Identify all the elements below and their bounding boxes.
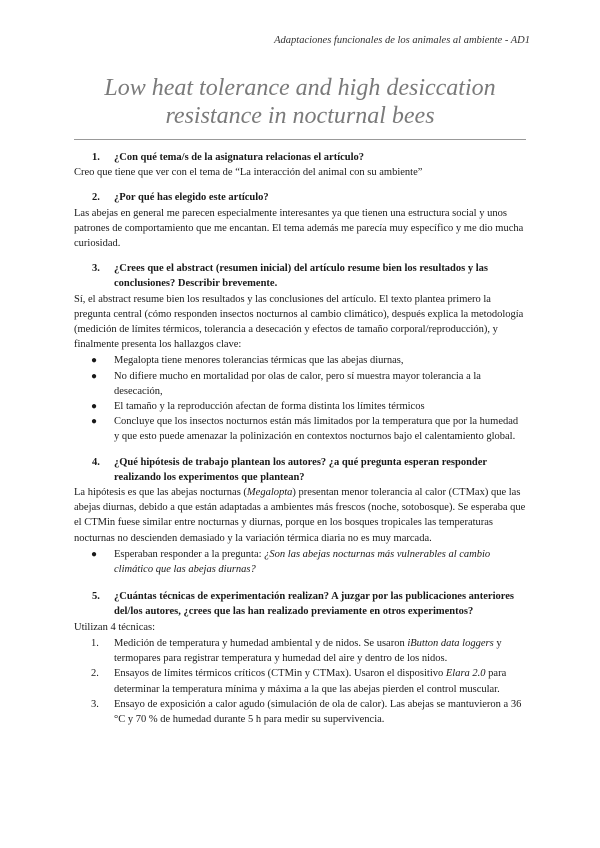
question-2 xyxy=(74,190,526,205)
question-text: ¿Por qué has elegido este artículo? xyxy=(114,192,269,204)
bullet-icon: ● xyxy=(91,355,98,367)
list-item xyxy=(74,697,526,727)
answer-3: Sí, el abstract resume bien los resultados y las conclusiones del artículo. El texto plantea primero la pregunta central (cómo responden insectos nocturnos al cambio climático), después explica la metodología (medición de límites térmicos, tolerancia a desecación y efectos de tamaño corporal/reproducción), y finalmente presenta los hallazgos clave: xyxy=(74,293,524,351)
running-header: Adaptaciones funcionales de los animales al ambiente - AD1 xyxy=(274,35,530,46)
question-text: ¿Crees que el abstract (resumen inicial) del artículo resume bien los resultados y las conclusiones? Describir brevemente. xyxy=(114,263,488,290)
answer-1: Creo que tiene que ver con el tema de “La interacción del animal con su ambiente” xyxy=(74,167,423,179)
answer-text: ) presentan menor tolerancia al calor (CTMax) que las abejas diurnas, debido a que están adaptadas a ambientes más frescos (noche, sotobosque). Se esperaba que el CTMin fuese similar entre nocturnas y diurnas, porque en los bosques tropicales las temperaturas nocturnas no descienden demasiado y la variación térmica diaria no es muy marcada. xyxy=(74,487,526,544)
list-item-text: Megalopta tiene menores tolerancias térmicas que las abejas diurnas, xyxy=(114,355,404,367)
question-3 xyxy=(74,261,526,291)
question-number: 1. xyxy=(92,152,100,163)
findings-list xyxy=(74,353,526,444)
section-4 xyxy=(74,455,526,578)
bullet-icon: ● xyxy=(91,401,98,413)
list-number: 1. xyxy=(91,637,99,649)
list-item xyxy=(74,353,526,368)
bullet-icon: ● xyxy=(91,416,98,428)
question-number: 4. xyxy=(92,456,100,468)
question-text: ¿Qué hipótesis de trabajo plantean los autores? ¿a qué pregunta esperan responder realizando los experimentos que plantean? xyxy=(114,456,487,483)
question-number: 5. xyxy=(92,591,100,603)
question-number: 2. xyxy=(92,192,100,204)
list-item xyxy=(74,369,526,399)
techniques-list xyxy=(74,636,526,727)
species-name: Megalopta xyxy=(246,487,293,499)
question-4 xyxy=(74,455,526,485)
question-number: 3. xyxy=(92,263,100,275)
list-item-text: Ensayo de exposición a calor agudo (simulación de ola de calor). Las abejas se mantuvieron a 36 °C y 70 % de humedad durante 5 h para medir su supervivencia. xyxy=(114,698,522,725)
section-3 xyxy=(74,261,526,444)
list-number: 3. xyxy=(91,698,99,710)
question-text: ¿Con qué tema/s de la asignatura relacionas el artículo? xyxy=(114,152,365,163)
list-item-text: Ensayos de límites térmicos críticos (CTMin y CTMax). Usaron el dispositivo Elara 2.0 para determinar la temperatura mínima y máxima a la que las abejas pierden el control muscular. xyxy=(114,668,507,695)
list-item xyxy=(74,547,526,577)
list-item xyxy=(74,666,526,696)
list-item-text: Esperaban responder a la pregunta: ¿Son las abejas nocturnas más vulnerables al cambio climático que las abejas diurnas? xyxy=(114,548,491,576)
document-title: Low heat tolerance and high desiccation resistance in nocturnal bees xyxy=(104,75,496,129)
section-5 xyxy=(74,589,526,727)
research-question-list xyxy=(74,547,526,577)
bullet-icon: ● xyxy=(91,548,98,560)
answer-2: Las abejas en general me parecen especialmente interesantes ya que tienen una estructura social y unos patrones de comportamiento que me encantan. El tema además me parecía muy específico y me dio mucha curiosidad. xyxy=(74,207,524,250)
list-item xyxy=(74,399,526,414)
question-1 xyxy=(74,150,526,165)
section-1 xyxy=(74,150,526,180)
list-item-text: El tamaño y la reproducción afectan de forma distinta los límites térmicos xyxy=(114,401,425,413)
title-divider xyxy=(74,139,526,140)
list-number: 2. xyxy=(91,668,99,680)
list-item-text: Medición de temperatura y humedad ambiental y de nidos. Se usaron iButton data loggers y termopares para registrar temperatura y humedad del aire y dentro de los nidos. xyxy=(114,637,502,665)
answer-4 xyxy=(74,485,526,546)
answer-5: Utilizan 4 técnicas: xyxy=(74,621,156,633)
list-item xyxy=(74,636,526,666)
section-2 xyxy=(74,190,526,251)
list-item-text: No difiere mucho en mortalidad por olas de calor, pero sí muestra mayor tolerancia a la desecación, xyxy=(114,370,481,397)
document-body xyxy=(74,150,526,727)
answer-text: La hipótesis es que las abejas nocturnas ( xyxy=(74,487,247,499)
list-item xyxy=(74,414,526,444)
bullet-icon: ● xyxy=(91,370,98,382)
question-5 xyxy=(74,589,526,619)
question-text: ¿Cuántas técnicas de experimentación realizan? A juzgar por las publicaciones anteriores del/los autores, ¿crees que las han realizado previamente en otros experimentos? xyxy=(114,591,514,618)
list-item-text: Concluye que los insectos nocturnos están más limitados por la temperatura que por la humedad y que esto puede amenazar la polinización en contextos nocturnos bajo el calentamiento global. xyxy=(114,416,519,443)
